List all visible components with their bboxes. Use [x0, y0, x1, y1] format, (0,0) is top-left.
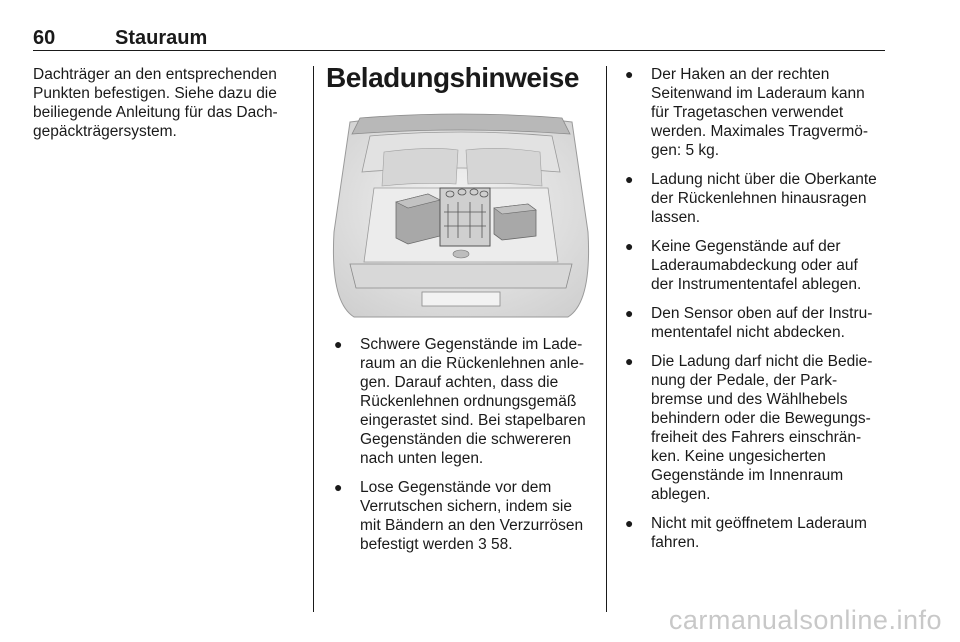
bullet-line: Gegenständen die schwereren	[360, 431, 572, 448]
bullet-line: Den Sensor oben auf der Instru-	[651, 305, 873, 322]
bullet-dot: ●	[625, 66, 634, 82]
col1-line: beiliegende Anleitung für das Dach-	[33, 104, 278, 121]
bullet-line: Gegenstände im Innenraum	[651, 467, 844, 484]
bullet-line: freiheit des Fahrers einschrän-	[651, 429, 862, 446]
bullet-line: fahren.	[651, 534, 700, 551]
bullet-line: nung der Pedale, der Park-	[651, 372, 838, 389]
bullet-line: Ladung nicht über die Oberkante	[651, 171, 877, 188]
bullet-line: ken. Keine ungesicherten	[651, 448, 826, 465]
bullet-line: Verrutschen sichern, indem sie	[360, 498, 572, 515]
bullet-line-with-ref	[360, 535, 592, 554]
bullet-line: Schwere Gegenstände im Lade-	[360, 336, 583, 353]
bullet-dot: ●	[625, 238, 634, 254]
bullet-line: für Tragetaschen verwendet	[651, 104, 844, 121]
page-number: 60	[33, 27, 56, 49]
page-header	[33, 27, 885, 51]
bullet-line: gen: 5 kg.	[651, 142, 720, 159]
bullet-dot: ●	[334, 479, 343, 495]
list-item	[621, 170, 887, 227]
bullet-line: Lose Gegenstände vor dem	[360, 479, 552, 496]
bullet-line: raum an die Rückenlehnen anle-	[360, 355, 585, 372]
bullet-text: befestigt werden	[360, 536, 474, 553]
bullet-line: bremse und des Wählhebels	[651, 391, 848, 408]
bullet-dot: ●	[625, 515, 634, 531]
bullet-line: gen. Darauf achten, dass die	[360, 374, 559, 391]
bullet-line: Laderaumabdeckung oder auf	[651, 257, 858, 274]
bullet-line: werden. Maximales Tragvermö-	[651, 123, 869, 140]
section-heading: Beladungshinweise	[326, 62, 579, 93]
bullet-dot: ●	[625, 353, 634, 369]
page-ref-icon: 3	[478, 536, 487, 553]
column-divider-right	[606, 66, 607, 612]
bullet-line: Rückenlehnen ordnungsgemäß	[360, 393, 577, 410]
bullet-line: Nicht mit geöffnetem Laderaum	[651, 515, 867, 532]
bullet-line: behindern oder die Bewegungs-	[651, 410, 871, 427]
column-divider-left	[313, 66, 314, 612]
bullet-line: eingerastet sind. Bei stapelbaren	[360, 412, 586, 429]
list-item	[621, 352, 887, 504]
list-item	[621, 304, 887, 342]
header-rule	[33, 50, 885, 51]
list-item	[330, 335, 592, 468]
list-item	[621, 65, 887, 160]
bullet-line: der Instrumententafel ablegen.	[651, 276, 862, 293]
trunk-loading-illustration	[330, 112, 592, 324]
list-item	[330, 478, 592, 554]
bullet-line: Der Haken an der rechten	[651, 66, 830, 83]
bullet-line: der Rückenlehnen hinausragen	[651, 190, 867, 207]
page-ref-link[interactable]: 58.	[491, 536, 513, 553]
bullet-dot: ●	[334, 336, 343, 352]
bullet-line: Keine Gegenstände auf der	[651, 238, 841, 255]
watermark: carmanualsonline.info	[668, 605, 942, 635]
col1-line: Punkten befestigen. Siehe dazu die	[33, 85, 277, 102]
list-item	[621, 514, 887, 552]
bullet-line: mententafel nicht abdecken.	[651, 324, 845, 341]
bullet-line: ablegen.	[651, 486, 711, 503]
bullet-line: nach unten legen.	[360, 450, 484, 467]
column-3-bullets	[621, 65, 887, 562]
bullet-dot: ●	[625, 171, 634, 187]
section-title: Stauraum	[115, 27, 208, 49]
bullet-line: Seitenwand im Laderaum kann	[651, 85, 865, 102]
bullet-line: mit Bändern an den Verzurrösen	[360, 517, 584, 534]
bullet-line: lassen.	[651, 209, 701, 226]
list-item	[621, 237, 887, 294]
bullet-dot: ●	[625, 305, 634, 321]
column-1-text	[33, 65, 295, 141]
col1-line: gepäckträgersystem.	[33, 123, 177, 140]
col1-line: Dachträger an den entsprechenden	[33, 66, 277, 83]
bullet-line: Die Ladung darf nicht die Bedie-	[651, 353, 873, 370]
column-2-bullets	[330, 335, 592, 564]
